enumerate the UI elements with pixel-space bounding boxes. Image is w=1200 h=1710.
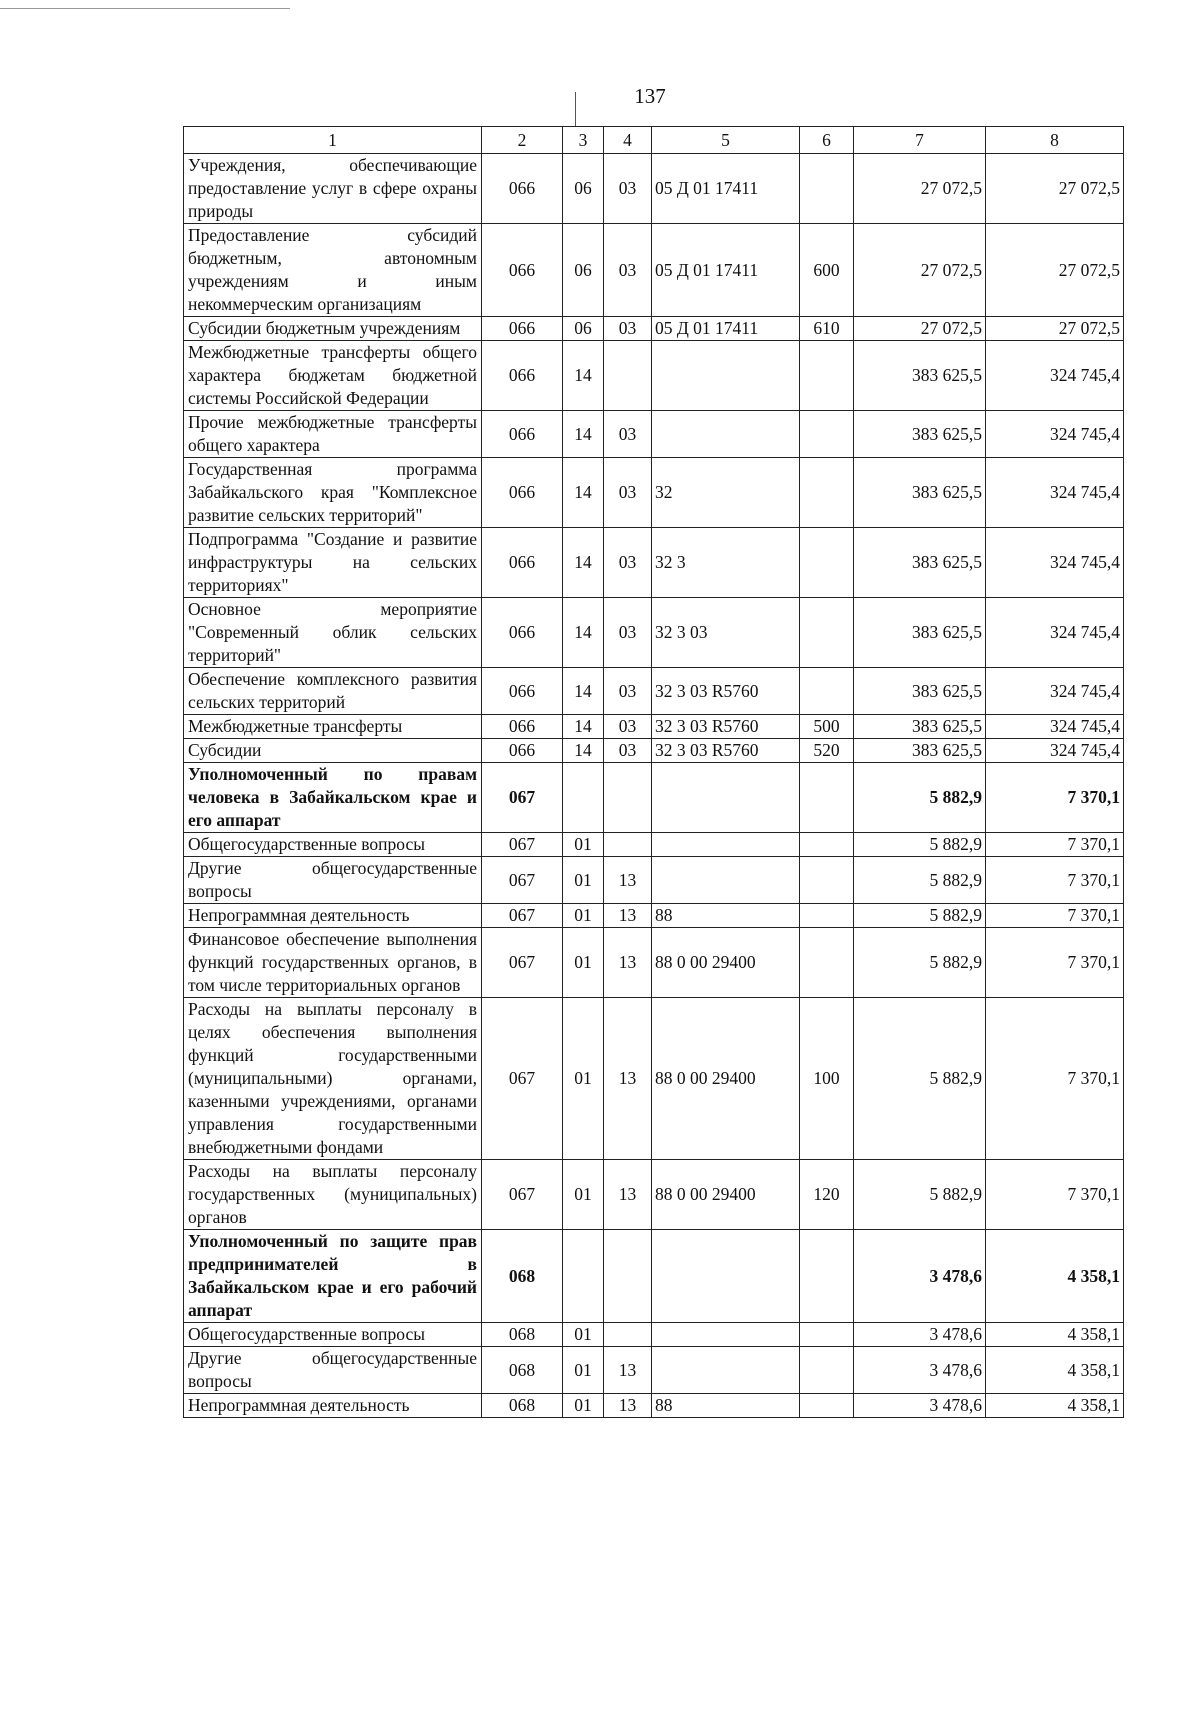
section-cell: 06: [563, 317, 604, 341]
expense-type-cell: [800, 928, 854, 998]
subsection-cell: 03: [604, 458, 652, 528]
amount-year1-cell: 5 882,9: [854, 857, 986, 904]
code-cell: 067: [482, 998, 563, 1160]
amount-year1-cell: 27 072,5: [854, 317, 986, 341]
amount-year1-cell: 3 478,6: [854, 1347, 986, 1394]
target-article-cell: 32 3 03 R5760: [652, 715, 800, 739]
amount-year1-cell: 27 072,5: [854, 224, 986, 317]
section-cell: 14: [563, 715, 604, 739]
amount-year2-cell: 7 370,1: [986, 904, 1124, 928]
expense-type-cell: 600: [800, 224, 854, 317]
row-name-cell: Общегосударственные вопросы: [184, 833, 482, 857]
expense-type-cell: [800, 411, 854, 458]
row-name-cell: Государственная программа Забайкальского края "Комплексное развитие сельских территорий": [184, 458, 482, 528]
row-name-cell: Расходы на выплаты персоналу государственных (муниципальных) органов: [184, 1160, 482, 1230]
amount-year2-cell: 27 072,5: [986, 317, 1124, 341]
amount-year1-cell: 27 072,5: [854, 154, 986, 224]
target-article-cell: 32 3 03 R5760: [652, 668, 800, 715]
row-name-cell: Межбюджетные трансферты: [184, 715, 482, 739]
table-row: [184, 904, 1124, 928]
subsection-cell: 13: [604, 928, 652, 998]
expense-type-cell: [800, 154, 854, 224]
column-header: 5: [652, 127, 800, 154]
code-cell: 068: [482, 1347, 563, 1394]
row-name-cell: Финансовое обеспечение выполнения функций государственных органов, в том числе территориальных органов: [184, 928, 482, 998]
code-cell: 067: [482, 1160, 563, 1230]
section-cell: 01: [563, 928, 604, 998]
amount-year1-cell: 383 625,5: [854, 528, 986, 598]
code-cell: 067: [482, 857, 563, 904]
target-article-cell: [652, 763, 800, 833]
amount-year1-cell: 383 625,5: [854, 598, 986, 668]
expense-type-cell: [800, 458, 854, 528]
column-header: 7: [854, 127, 986, 154]
row-name-cell: Подпрограмма "Создание и развитие инфраструктуры на сельских территориях": [184, 528, 482, 598]
table-row: [184, 715, 1124, 739]
target-article-cell: 05 Д 01 17411: [652, 154, 800, 224]
section-cell: 01: [563, 1323, 604, 1347]
row-name-cell: Другие общегосударственные вопросы: [184, 1347, 482, 1394]
amount-year1-cell: 3 478,6: [854, 1394, 986, 1418]
subsection-cell: 13: [604, 1394, 652, 1418]
budget-table: [183, 126, 1124, 1418]
section-cell: 06: [563, 154, 604, 224]
section-cell: 14: [563, 458, 604, 528]
table-row: [184, 998, 1124, 1160]
section-cell: 01: [563, 857, 604, 904]
row-name-cell: Основное мероприятие "Современный облик сельских территорий": [184, 598, 482, 668]
row-name-cell: Прочие межбюджетные трансферты общего характера: [184, 411, 482, 458]
column-header: 1: [184, 127, 482, 154]
row-name-cell: Учреждения, обеспечивающие предоставление услуг в сфере охраны природы: [184, 154, 482, 224]
target-article-cell: [652, 1347, 800, 1394]
code-cell: 066: [482, 668, 563, 715]
code-cell: 066: [482, 341, 563, 411]
subsection-cell: [604, 1230, 652, 1323]
column-header: 6: [800, 127, 854, 154]
section-cell: 14: [563, 528, 604, 598]
subsection-cell: 13: [604, 1347, 652, 1394]
subsection-cell: 13: [604, 904, 652, 928]
target-article-cell: 32 3 03 R5760: [652, 739, 800, 763]
table-row: [184, 1347, 1124, 1394]
amount-year2-cell: 7 370,1: [986, 833, 1124, 857]
amount-year1-cell: 5 882,9: [854, 998, 986, 1160]
code-cell: 066: [482, 411, 563, 458]
table-row: [184, 928, 1124, 998]
subsection-cell: 13: [604, 1160, 652, 1230]
amount-year2-cell: 7 370,1: [986, 998, 1124, 1160]
amount-year2-cell: 324 745,4: [986, 715, 1124, 739]
section-cell: 01: [563, 1160, 604, 1230]
amount-year2-cell: 7 370,1: [986, 763, 1124, 833]
amount-year2-cell: 27 072,5: [986, 224, 1124, 317]
expense-type-cell: 100: [800, 998, 854, 1160]
expense-type-cell: [800, 1394, 854, 1418]
amount-year1-cell: 5 882,9: [854, 1160, 986, 1230]
expense-type-cell: [800, 1323, 854, 1347]
target-article-cell: [652, 341, 800, 411]
table-row: [184, 528, 1124, 598]
table-row: [184, 833, 1124, 857]
code-cell: 066: [482, 317, 563, 341]
code-cell: 066: [482, 458, 563, 528]
expense-type-cell: [800, 341, 854, 411]
row-name-cell: Другие общегосударственные вопросы: [184, 857, 482, 904]
amount-year2-cell: 324 745,4: [986, 598, 1124, 668]
table-row: [184, 317, 1124, 341]
code-cell: 067: [482, 763, 563, 833]
expense-type-cell: [800, 857, 854, 904]
table-row: [184, 1394, 1124, 1418]
code-cell: 066: [482, 715, 563, 739]
section-cell: 01: [563, 1394, 604, 1418]
subsection-cell: 03: [604, 598, 652, 668]
code-cell: 066: [482, 224, 563, 317]
section-cell: 14: [563, 739, 604, 763]
amount-year1-cell: 383 625,5: [854, 458, 986, 528]
amount-year2-cell: 4 358,1: [986, 1323, 1124, 1347]
row-name-cell: Общегосударственные вопросы: [184, 1323, 482, 1347]
amount-year1-cell: 3 478,6: [854, 1323, 986, 1347]
table-row: [184, 739, 1124, 763]
table-row: [184, 1323, 1124, 1347]
table-header-row: [184, 127, 1124, 154]
amount-year2-cell: 324 745,4: [986, 341, 1124, 411]
amount-year1-cell: 383 625,5: [854, 341, 986, 411]
subsection-cell: [604, 341, 652, 411]
code-cell: 067: [482, 904, 563, 928]
amount-year2-cell: 4 358,1: [986, 1347, 1124, 1394]
section-cell: 01: [563, 998, 604, 1160]
table-row: [184, 411, 1124, 458]
row-name-cell: Уполномоченный по правам человека в Забайкальском крае и его аппарат: [184, 763, 482, 833]
row-name-cell: Обеспечение комплексного развития сельских территорий: [184, 668, 482, 715]
expense-type-cell: [800, 763, 854, 833]
expense-type-cell: 520: [800, 739, 854, 763]
code-cell: 067: [482, 833, 563, 857]
target-article-cell: 88 0 00 29400: [652, 998, 800, 1160]
row-name-cell: Субсидии: [184, 739, 482, 763]
page-number: 137: [634, 84, 666, 108]
code-cell: 068: [482, 1323, 563, 1347]
table-row: [184, 341, 1124, 411]
code-cell: 066: [482, 154, 563, 224]
subsection-cell: 03: [604, 715, 652, 739]
target-article-cell: [652, 1323, 800, 1347]
subsection-cell: 03: [604, 668, 652, 715]
expense-type-cell: 120: [800, 1160, 854, 1230]
column-header: 3: [563, 127, 604, 154]
expense-type-cell: [800, 904, 854, 928]
subsection-cell: [604, 1323, 652, 1347]
subsection-cell: 03: [604, 154, 652, 224]
amount-year2-cell: 324 745,4: [986, 458, 1124, 528]
row-name-cell: Межбюджетные трансферты общего характера бюджетам бюджетной системы Российской Федерации: [184, 341, 482, 411]
section-cell: 01: [563, 904, 604, 928]
subsection-cell: 03: [604, 528, 652, 598]
column-header: 4: [604, 127, 652, 154]
subsection-cell: 03: [604, 224, 652, 317]
code-cell: 066: [482, 528, 563, 598]
code-cell: 068: [482, 1230, 563, 1323]
amount-year2-cell: 27 072,5: [986, 154, 1124, 224]
expense-type-cell: 500: [800, 715, 854, 739]
subsection-cell: 03: [604, 317, 652, 341]
amount-year2-cell: 4 358,1: [986, 1394, 1124, 1418]
expense-type-cell: [800, 668, 854, 715]
expense-type-cell: [800, 1347, 854, 1394]
table-row: [184, 154, 1124, 224]
target-article-cell: [652, 1230, 800, 1323]
expense-type-cell: 610: [800, 317, 854, 341]
amount-year2-cell: 324 745,4: [986, 411, 1124, 458]
target-article-cell: 88: [652, 904, 800, 928]
amount-year1-cell: 383 625,5: [854, 668, 986, 715]
table-row: [184, 1160, 1124, 1230]
expense-type-cell: [800, 833, 854, 857]
table-row: [184, 458, 1124, 528]
subsection-cell: [604, 763, 652, 833]
section-cell: 14: [563, 411, 604, 458]
amount-year1-cell: 5 882,9: [854, 928, 986, 998]
target-article-cell: 32 3: [652, 528, 800, 598]
amount-year1-cell: 3 478,6: [854, 1230, 986, 1323]
section-cell: 14: [563, 598, 604, 668]
subsection-cell: [604, 833, 652, 857]
target-article-cell: 88 0 00 29400: [652, 928, 800, 998]
row-name-cell: Непрограммная деятельность: [184, 1394, 482, 1418]
code-cell: 066: [482, 598, 563, 668]
expense-type-cell: [800, 598, 854, 668]
subsection-cell: 13: [604, 857, 652, 904]
row-name-cell: Субсидии бюджетным учреждениям: [184, 317, 482, 341]
amount-year1-cell: 5 882,9: [854, 904, 986, 928]
amount-year2-cell: 324 745,4: [986, 528, 1124, 598]
amount-year2-cell: 7 370,1: [986, 857, 1124, 904]
amount-year1-cell: 5 882,9: [854, 763, 986, 833]
code-cell: 068: [482, 1394, 563, 1418]
code-cell: 067: [482, 928, 563, 998]
target-article-cell: 88: [652, 1394, 800, 1418]
table-row: [184, 1230, 1124, 1323]
amount-year1-cell: 5 882,9: [854, 833, 986, 857]
section-cell: 06: [563, 224, 604, 317]
table-row: [184, 598, 1124, 668]
target-article-cell: 88 0 00 29400: [652, 1160, 800, 1230]
row-name-cell: Предоставление субсидий бюджетным, автономным учреждениям и иным некоммерческим организациям: [184, 224, 482, 317]
amount-year2-cell: 4 358,1: [986, 1230, 1124, 1323]
target-article-cell: [652, 833, 800, 857]
amount-year1-cell: 383 625,5: [854, 739, 986, 763]
amount-year2-cell: 7 370,1: [986, 928, 1124, 998]
amount-year2-cell: 7 370,1: [986, 1160, 1124, 1230]
expense-type-cell: [800, 1230, 854, 1323]
target-article-cell: [652, 411, 800, 458]
row-name-cell: Непрограммная деятельность: [184, 904, 482, 928]
section-cell: 14: [563, 668, 604, 715]
target-article-cell: 05 Д 01 17411: [652, 224, 800, 317]
target-article-cell: [652, 857, 800, 904]
section-cell: [563, 1230, 604, 1323]
table-row: [184, 668, 1124, 715]
code-cell: 066: [482, 739, 563, 763]
subsection-cell: 03: [604, 739, 652, 763]
table-row: [184, 224, 1124, 317]
amount-year2-cell: 324 745,4: [986, 668, 1124, 715]
table-body: [184, 154, 1124, 1418]
column-header: 8: [986, 127, 1124, 154]
amount-year1-cell: 383 625,5: [854, 715, 986, 739]
section-cell: 01: [563, 833, 604, 857]
subsection-cell: 13: [604, 998, 652, 1160]
scan-artifact-line: [0, 8, 290, 9]
row-name-cell: Уполномоченный по защите прав предпринимателей в Забайкальском крае и его рабочий аппарат: [184, 1230, 482, 1323]
target-article-cell: 32 3 03: [652, 598, 800, 668]
table-row: [184, 857, 1124, 904]
amount-year1-cell: 383 625,5: [854, 411, 986, 458]
subsection-cell: 03: [604, 411, 652, 458]
table-row: [184, 763, 1124, 833]
target-article-cell: 32: [652, 458, 800, 528]
expense-type-cell: [800, 528, 854, 598]
column-header: 2: [482, 127, 563, 154]
section-cell: 01: [563, 1347, 604, 1394]
target-article-cell: 05 Д 01 17411: [652, 317, 800, 341]
section-cell: [563, 763, 604, 833]
amount-year2-cell: 324 745,4: [986, 739, 1124, 763]
section-cell: 14: [563, 341, 604, 411]
row-name-cell: Расходы на выплаты персоналу в целях обеспечения выполнения функций государственными (муниципальными) органами, казенными учреждениями, органами управления государственными внебюджетными фондами: [184, 998, 482, 1160]
